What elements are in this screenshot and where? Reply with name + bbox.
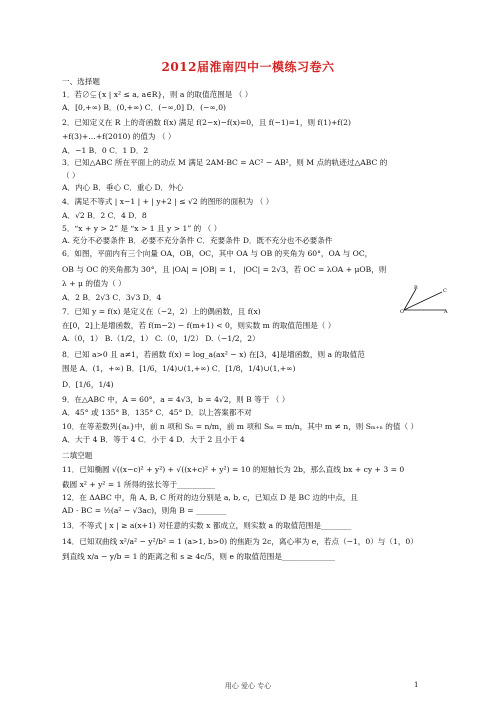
label-c: C bbox=[443, 288, 447, 294]
label-a: A bbox=[444, 309, 448, 314]
text-line: 4．满足不等式 | x−1 | + | y+2 | ≤ √2 的图形的面积为 （ ） bbox=[62, 197, 274, 206]
text-line: 6．如图，平面内有三个向量 OA，OB，OC，其中 OA 与 OB 的夹角为 60°，OA 与 OC， bbox=[62, 249, 373, 258]
text-line: λ + μ 的值为（ ） bbox=[62, 279, 126, 288]
text-line: AD · BC = ½(a² − √3ac)，则角 B = ________ bbox=[62, 506, 227, 515]
vector-oc-line bbox=[404, 292, 442, 310]
text-line: 14．已知双曲线 x²/a² − y²/b² = 1 (a>1, b>0) 的焦距为 2c，离心率为 e，若点（−1，0）与（1，0） bbox=[62, 537, 418, 546]
text-line: 9．在△ABC 中，A = 60°，a = 4√3，b = 4√2，则 B 等于 （ ） bbox=[62, 395, 290, 404]
text-line: （ ） bbox=[62, 171, 80, 180]
text-line: A．2 B．2√3 C．3√3 D．4 bbox=[62, 293, 162, 302]
text-line: 10．在等差数列{aₙ}中，前 n 项和 Sₙ = n/m，前 m 项和 Sₘ = m/n，其中 m ≠ n，则 Sₘ₊ₙ 的值（ ） bbox=[62, 422, 419, 431]
text-line: 一、选择题 bbox=[62, 77, 100, 86]
text-line: +f(3)+…+f(2010) 的值为 （ ） bbox=[62, 132, 176, 141]
page-number: 1 bbox=[414, 681, 419, 689]
text-line: 到直线 x/a − y/b = 1 的距离之和 s ≥ 4c/5，则 e 的取值范围是______________ bbox=[62, 552, 336, 561]
text-line: 在[0，2]上是增函数，若 f(m−2) − f(m+1) < 0，则实数 m 的取值范围是（ ） bbox=[62, 321, 336, 330]
page-footer: 用心 爱心 专心 bbox=[224, 682, 272, 690]
label-o: O bbox=[400, 309, 405, 314]
text-line: A．[0,+∞) B．(0,+∞) C．(−∞,0] D．(−∞,0) bbox=[62, 103, 227, 112]
text-line: 11．已知椭圆 √((x−c)² + y²) + √((x+c)² + y²) = 10 的短轴长为 2b，那么直线 bx + cy + 3 = 0 bbox=[62, 465, 405, 474]
text-line: 围是 A．(1，+∞) B．[1/6，1/4)∪(1,+∞) C．[1/8，1/4)∪(1,+∞) bbox=[62, 364, 296, 373]
text-line: A. 充分不必要条件 B．必要不充分条件 C．充要条件 D．既不充分也不必要条件 bbox=[62, 236, 333, 245]
exam-title: 2012届淮南四中一模练习卷六 bbox=[161, 60, 335, 74]
text-line: 8．已知 a>0 且 a≠1，若函数 f(x) = log_a(ax² − x) 在[3，4]是增函数，则 a 的取值范 bbox=[62, 350, 365, 359]
text-line: A．大于 4 B．等于 4 C．小于 4 D．大于 2 且小于 4 bbox=[62, 435, 245, 444]
text-line: A.（0，1） B.（1/2，1） C.（0，1/2） D.（−1/2，2） bbox=[62, 334, 260, 343]
text-line: 5．“x + y > 2” 是 “x > 1 且 y > 1” 的 （ ） bbox=[62, 224, 222, 233]
text-line: 13．不等式 | x | ≥ a(x+1) 对任意的实数 x 都成立，则实数 a 的取值范围是________ bbox=[62, 521, 352, 530]
text-line: 二填空题 bbox=[62, 451, 93, 460]
text-line: 截圆 x² + y² = 1 所得的弦长等于__________ bbox=[62, 480, 216, 489]
text-line: 12．在 ΔABC 中，角 A, B, C 所对的边分别是 a, b, c，已知点 D 是 BC 边的中点，且 bbox=[62, 493, 358, 502]
text-line: OB 与 OC 的夹角都为 30°，且 |OA| = |OB| = 1， |OC| = 2√3，若 OC = λOA + μOB，则 bbox=[62, 265, 387, 274]
vector-figure bbox=[398, 284, 450, 314]
text-line: 7．已知 y = f(x) 是定义在（−2，2）上的偶函数，且 f(x) bbox=[62, 307, 261, 316]
text-line: A．内心 B．垂心 C．重心 D．外心 bbox=[62, 183, 184, 192]
text-line: A．45° 或 135° B．135° C．45° D．以上答案都不对 bbox=[62, 408, 252, 417]
text-line: 1．若∅⊊{x | x² ≤ a, a∈R}，则 a 的取值范围是 （ ） bbox=[62, 90, 253, 99]
text-line: 2．已知定义在 R 上的奇函数 f(x) 满足 f(2−x)−f(x)=0，且 f(−1)=1，则 f(1)+f(2) bbox=[62, 118, 351, 127]
label-b: B bbox=[414, 285, 418, 291]
text-line: A．√2 B．2 C．4 D．8 bbox=[62, 211, 147, 220]
text-line: 3．已知△ABC 所在平面上的动点 M 满足 2AM·BC = AC² − AB²，则 M 点的轨迹过△ABC 的 bbox=[62, 158, 388, 167]
text-line: A．−1 B．0 C．1 D．2 bbox=[62, 146, 149, 155]
text-line: D．[1/6，1/4) bbox=[62, 380, 114, 389]
